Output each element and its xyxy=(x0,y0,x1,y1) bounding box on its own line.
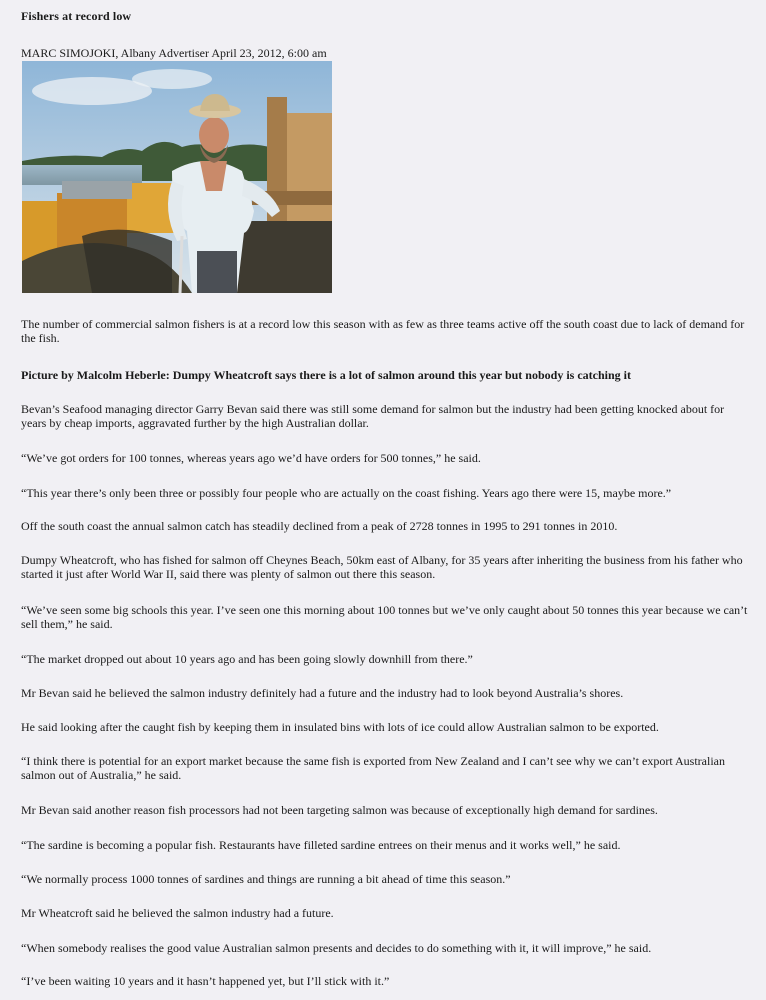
paragraph-body: “We’ve seen some big schools this year. I’ve seen one this morning about 100 tonnes but we’ve only caught about 50 tonnes this year because we can’t sell them,” he said. xyxy=(21,603,748,631)
paragraph-body: Mr Bevan said another reason fish processors had not been targeting salmon was because of exceptionally high demand for sardines. xyxy=(21,803,658,817)
paragraph-body: “I’ve been waiting 10 years and it hasn’t happened yet, but I’ll stick with it.” xyxy=(21,974,390,988)
paragraph-body: “This year there’s only been three or possibly four people who are actually on the coast fishing. Years ago there were 15, maybe more.” xyxy=(21,486,672,500)
paragraph-intro: The number of commercial salmon fishers is at a record low this season with as few as three teams active off the south coast due to lack of demand for the fish. xyxy=(21,317,745,345)
paragraph-body: “The market dropped out about 10 years ago and has been going slowly downhill from there.” xyxy=(21,652,473,666)
paragraph-body: He said looking after the caught fish by keeping them in insulated bins with lots of ice could allow Australian salmon to be exported. xyxy=(21,720,659,734)
paragraph-body: Mr Wheatcroft said he believed the salmon industry had a future. xyxy=(21,906,334,920)
paragraph-body: “The sardine is becoming a popular fish. Restaurants have filleted sardine entrees on their menus and it works well,” he said. xyxy=(21,838,621,852)
article-title: Fishers at record low xyxy=(21,9,132,23)
article-byline: MARC SIMOJOKI, Albany Advertiser April 23, 2012, 6:00 am xyxy=(21,46,327,60)
paragraph-body: Off the south coast the annual salmon catch has steadily declined from a peak of 2728 tonnes in 1995 to 291 tonnes in 2010. xyxy=(21,519,618,533)
paragraph-body: Mr Bevan said he believed the salmon industry definitely had a future and the industry had to look beyond Australia’s shores. xyxy=(21,686,624,700)
paragraph-body: Bevan’s Seafood managing director Garry Bevan said there was still some demand for salmon but the industry had been getting knocked about for years by cheap imports, aggravated further by the high Australian dollar. xyxy=(21,402,725,430)
paragraph-body: “I think there is potential for an export market because the same fish is exported from New Zealand and I can’t see why we can’t export Australian salmon out of Australia,” he said. xyxy=(21,754,725,782)
paragraph-body: “We normally process 1000 tonnes of sardines and things are running a bit ahead of time this season.” xyxy=(21,872,511,886)
paragraph-body: “When somebody realises the good value Australian salmon presents and decides to do something with it, it will improve,” he said. xyxy=(21,941,652,955)
paragraph-body: Dumpy Wheatcroft, who has fished for salmon off Cheynes Beach, 50km east of Albany, for 35 years after inheriting the business from his father who started it just after World War II, said there was plenty of salmon out there this season. xyxy=(21,553,743,581)
paragraph-body: “We’ve got orders for 100 tonnes, whereas years ago we’d have orders for 500 tonnes,” he said. xyxy=(21,451,481,465)
photo-fisherman-image xyxy=(22,61,332,293)
photo-caption: Picture by Malcolm Heberle: Dumpy Wheatcroft says there is a lot of salmon around this year but nobody is catching it xyxy=(21,368,631,382)
